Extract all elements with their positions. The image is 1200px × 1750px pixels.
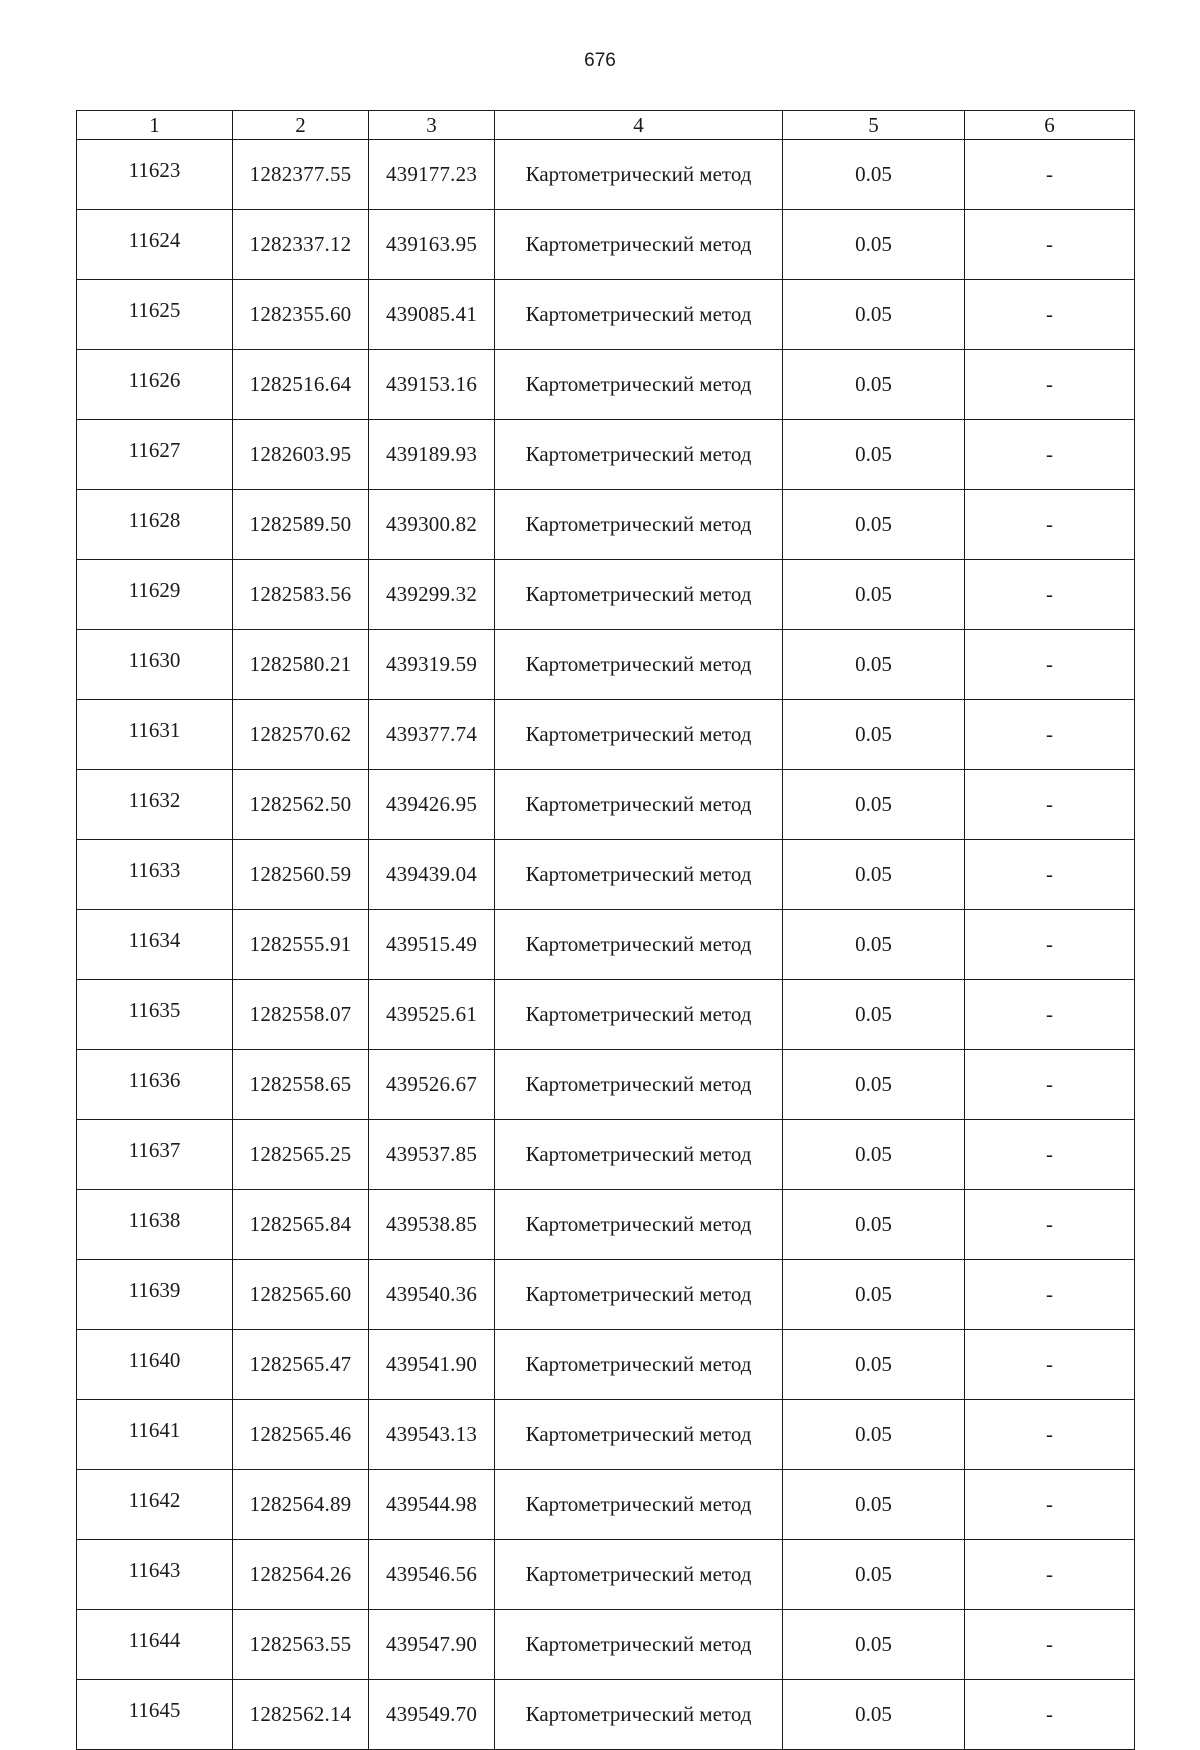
note-cell: - — [965, 980, 1135, 1050]
point-number-cell: 11640 — [77, 1330, 233, 1400]
table-row — [77, 350, 1135, 420]
accuracy-cell: 0.05 — [783, 1680, 965, 1750]
point-number-cell: 11644 — [77, 1610, 233, 1680]
method-cell: Картометрический метод — [495, 1330, 783, 1400]
accuracy-cell: 0.05 — [783, 770, 965, 840]
table-row — [77, 560, 1135, 630]
accuracy-cell: 0.05 — [783, 1610, 965, 1680]
table-row — [77, 1680, 1135, 1750]
table-row — [77, 1540, 1135, 1610]
note-cell: - — [965, 840, 1135, 910]
x-coordinate-cell: 1282560.59 — [233, 840, 369, 910]
point-number-cell: 11635 — [77, 980, 233, 1050]
table-body — [77, 140, 1135, 1750]
point-number-cell: 11634 — [77, 910, 233, 980]
table-row — [77, 140, 1135, 210]
method-cell: Картометрический метод — [495, 1610, 783, 1680]
table-row — [77, 910, 1135, 980]
point-number-cell: 11636 — [77, 1050, 233, 1120]
method-cell: Картометрический метод — [495, 1050, 783, 1120]
page-number: 676 — [584, 50, 616, 71]
method-cell: Картометрический метод — [495, 700, 783, 770]
method-cell: Картометрический метод — [495, 490, 783, 560]
y-coordinate-cell: 439541.90 — [369, 1330, 495, 1400]
point-number-cell: 11626 — [77, 350, 233, 420]
x-coordinate-cell: 1282565.25 — [233, 1120, 369, 1190]
method-cell: Картометрический метод — [495, 560, 783, 630]
point-number-cell: 11623 — [77, 140, 233, 210]
note-cell: - — [965, 210, 1135, 280]
method-cell: Картометрический метод — [495, 910, 783, 980]
method-cell: Картометрический метод — [495, 770, 783, 840]
accuracy-cell: 0.05 — [783, 140, 965, 210]
accuracy-cell: 0.05 — [783, 210, 965, 280]
x-coordinate-cell: 1282583.56 — [233, 560, 369, 630]
accuracy-cell: 0.05 — [783, 1120, 965, 1190]
table-row — [77, 630, 1135, 700]
point-number-cell: 11645 — [77, 1680, 233, 1750]
x-coordinate-cell: 1282580.21 — [233, 630, 369, 700]
x-coordinate-cell: 1282565.84 — [233, 1190, 369, 1260]
table-row — [77, 1470, 1135, 1540]
method-cell: Картометрический метод — [495, 980, 783, 1050]
y-coordinate-cell: 439189.93 — [369, 420, 495, 490]
point-number-cell: 11624 — [77, 210, 233, 280]
y-coordinate-cell: 439299.32 — [369, 560, 495, 630]
table-row — [77, 1400, 1135, 1470]
note-cell: - — [965, 420, 1135, 490]
note-cell: - — [965, 630, 1135, 700]
note-cell: - — [965, 1400, 1135, 1470]
table-header-row — [77, 111, 1135, 140]
method-cell: Картометрический метод — [495, 140, 783, 210]
coordinates-table — [76, 110, 1135, 1750]
point-number-cell: 11625 — [77, 280, 233, 350]
point-number-cell: 11627 — [77, 420, 233, 490]
x-coordinate-cell: 1282516.64 — [233, 350, 369, 420]
note-cell: - — [965, 280, 1135, 350]
table-row — [77, 1190, 1135, 1260]
y-coordinate-cell: 439300.82 — [369, 490, 495, 560]
x-coordinate-cell: 1282562.14 — [233, 1680, 369, 1750]
x-coordinate-cell: 1282563.55 — [233, 1610, 369, 1680]
point-number-cell: 11628 — [77, 490, 233, 560]
point-number-cell: 11633 — [77, 840, 233, 910]
y-coordinate-cell: 439085.41 — [369, 280, 495, 350]
y-coordinate-cell: 439439.04 — [369, 840, 495, 910]
accuracy-cell: 0.05 — [783, 840, 965, 910]
method-cell: Картометрический метод — [495, 420, 783, 490]
table-row — [77, 840, 1135, 910]
x-coordinate-cell: 1282565.47 — [233, 1330, 369, 1400]
y-coordinate-cell: 439549.70 — [369, 1680, 495, 1750]
x-coordinate-cell: 1282603.95 — [233, 420, 369, 490]
method-cell: Картометрический метод — [495, 840, 783, 910]
method-cell: Картометрический метод — [495, 210, 783, 280]
y-coordinate-cell: 439319.59 — [369, 630, 495, 700]
y-coordinate-cell: 439540.36 — [369, 1260, 495, 1330]
table-row — [77, 1050, 1135, 1120]
method-cell: Картометрический метод — [495, 1680, 783, 1750]
accuracy-cell: 0.05 — [783, 490, 965, 560]
method-cell: Картометрический метод — [495, 1470, 783, 1540]
point-number-cell: 11643 — [77, 1540, 233, 1610]
note-cell: - — [965, 350, 1135, 420]
method-cell: Картометрический метод — [495, 1190, 783, 1260]
x-coordinate-cell: 1282564.26 — [233, 1540, 369, 1610]
x-coordinate-cell: 1282589.50 — [233, 490, 369, 560]
table-row — [77, 210, 1135, 280]
point-number-cell: 11631 — [77, 700, 233, 770]
accuracy-cell: 0.05 — [783, 1470, 965, 1540]
accuracy-cell: 0.05 — [783, 910, 965, 980]
note-cell: - — [965, 1330, 1135, 1400]
x-coordinate-cell: 1282570.62 — [233, 700, 369, 770]
accuracy-cell: 0.05 — [783, 280, 965, 350]
method-cell: Картометрический метод — [495, 350, 783, 420]
note-cell: - — [965, 490, 1135, 560]
point-number-cell: 11641 — [77, 1400, 233, 1470]
table-row — [77, 980, 1135, 1050]
y-coordinate-cell: 439515.49 — [369, 910, 495, 980]
point-number-cell: 11638 — [77, 1190, 233, 1260]
table-row — [77, 1330, 1135, 1400]
method-cell: Картометрический метод — [495, 280, 783, 350]
column-header-6: 6 — [965, 111, 1135, 140]
y-coordinate-cell: 439544.98 — [369, 1470, 495, 1540]
x-coordinate-cell: 1282565.60 — [233, 1260, 369, 1330]
note-cell: - — [965, 1050, 1135, 1120]
x-coordinate-cell: 1282355.60 — [233, 280, 369, 350]
x-coordinate-cell: 1282565.46 — [233, 1400, 369, 1470]
table-row — [77, 490, 1135, 560]
accuracy-cell: 0.05 — [783, 1330, 965, 1400]
note-cell: - — [965, 140, 1135, 210]
note-cell: - — [965, 770, 1135, 840]
accuracy-cell: 0.05 — [783, 420, 965, 490]
note-cell: - — [965, 910, 1135, 980]
x-coordinate-cell: 1282377.55 — [233, 140, 369, 210]
accuracy-cell: 0.05 — [783, 350, 965, 420]
y-coordinate-cell: 439426.95 — [369, 770, 495, 840]
y-coordinate-cell: 439526.67 — [369, 1050, 495, 1120]
accuracy-cell: 0.05 — [783, 1540, 965, 1610]
table-row — [77, 700, 1135, 770]
x-coordinate-cell: 1282562.50 — [233, 770, 369, 840]
accuracy-cell: 0.05 — [783, 1190, 965, 1260]
accuracy-cell: 0.05 — [783, 560, 965, 630]
point-number-cell: 11632 — [77, 770, 233, 840]
method-cell: Картометрический метод — [495, 1120, 783, 1190]
method-cell: Картометрический метод — [495, 1540, 783, 1610]
point-number-cell: 11637 — [77, 1120, 233, 1190]
note-cell: - — [965, 1260, 1135, 1330]
table-row — [77, 1610, 1135, 1680]
accuracy-cell: 0.05 — [783, 1400, 965, 1470]
note-cell: - — [965, 1190, 1135, 1260]
note-cell: - — [965, 1470, 1135, 1540]
note-cell: - — [965, 560, 1135, 630]
table-row — [77, 1120, 1135, 1190]
point-number-cell: 11642 — [77, 1470, 233, 1540]
x-coordinate-cell: 1282337.12 — [233, 210, 369, 280]
x-coordinate-cell: 1282558.07 — [233, 980, 369, 1050]
x-coordinate-cell: 1282558.65 — [233, 1050, 369, 1120]
y-coordinate-cell: 439177.23 — [369, 140, 495, 210]
table-row — [77, 420, 1135, 490]
column-header-4: 4 — [495, 111, 783, 140]
accuracy-cell: 0.05 — [783, 630, 965, 700]
y-coordinate-cell: 439547.90 — [369, 1610, 495, 1680]
column-header-2: 2 — [233, 111, 369, 140]
point-number-cell: 11630 — [77, 630, 233, 700]
accuracy-cell: 0.05 — [783, 980, 965, 1050]
y-coordinate-cell: 439525.61 — [369, 980, 495, 1050]
column-header-1: 1 — [77, 111, 233, 140]
x-coordinate-cell: 1282555.91 — [233, 910, 369, 980]
point-number-cell: 11639 — [77, 1260, 233, 1330]
point-number-cell: 11629 — [77, 560, 233, 630]
y-coordinate-cell: 439153.16 — [369, 350, 495, 420]
column-header-3: 3 — [369, 111, 495, 140]
accuracy-cell: 0.05 — [783, 1260, 965, 1330]
y-coordinate-cell: 439163.95 — [369, 210, 495, 280]
y-coordinate-cell: 439538.85 — [369, 1190, 495, 1260]
accuracy-cell: 0.05 — [783, 700, 965, 770]
table-row — [77, 770, 1135, 840]
y-coordinate-cell: 439537.85 — [369, 1120, 495, 1190]
accuracy-cell: 0.05 — [783, 1050, 965, 1120]
note-cell: - — [965, 700, 1135, 770]
method-cell: Картометрический метод — [495, 1260, 783, 1330]
note-cell: - — [965, 1680, 1135, 1750]
table-row — [77, 1260, 1135, 1330]
note-cell: - — [965, 1610, 1135, 1680]
y-coordinate-cell: 439543.13 — [369, 1400, 495, 1470]
note-cell: - — [965, 1120, 1135, 1190]
method-cell: Картометрический метод — [495, 630, 783, 700]
y-coordinate-cell: 439546.56 — [369, 1540, 495, 1610]
x-coordinate-cell: 1282564.89 — [233, 1470, 369, 1540]
table-row — [77, 280, 1135, 350]
method-cell: Картометрический метод — [495, 1400, 783, 1470]
y-coordinate-cell: 439377.74 — [369, 700, 495, 770]
note-cell: - — [965, 1540, 1135, 1610]
column-header-5: 5 — [783, 111, 965, 140]
